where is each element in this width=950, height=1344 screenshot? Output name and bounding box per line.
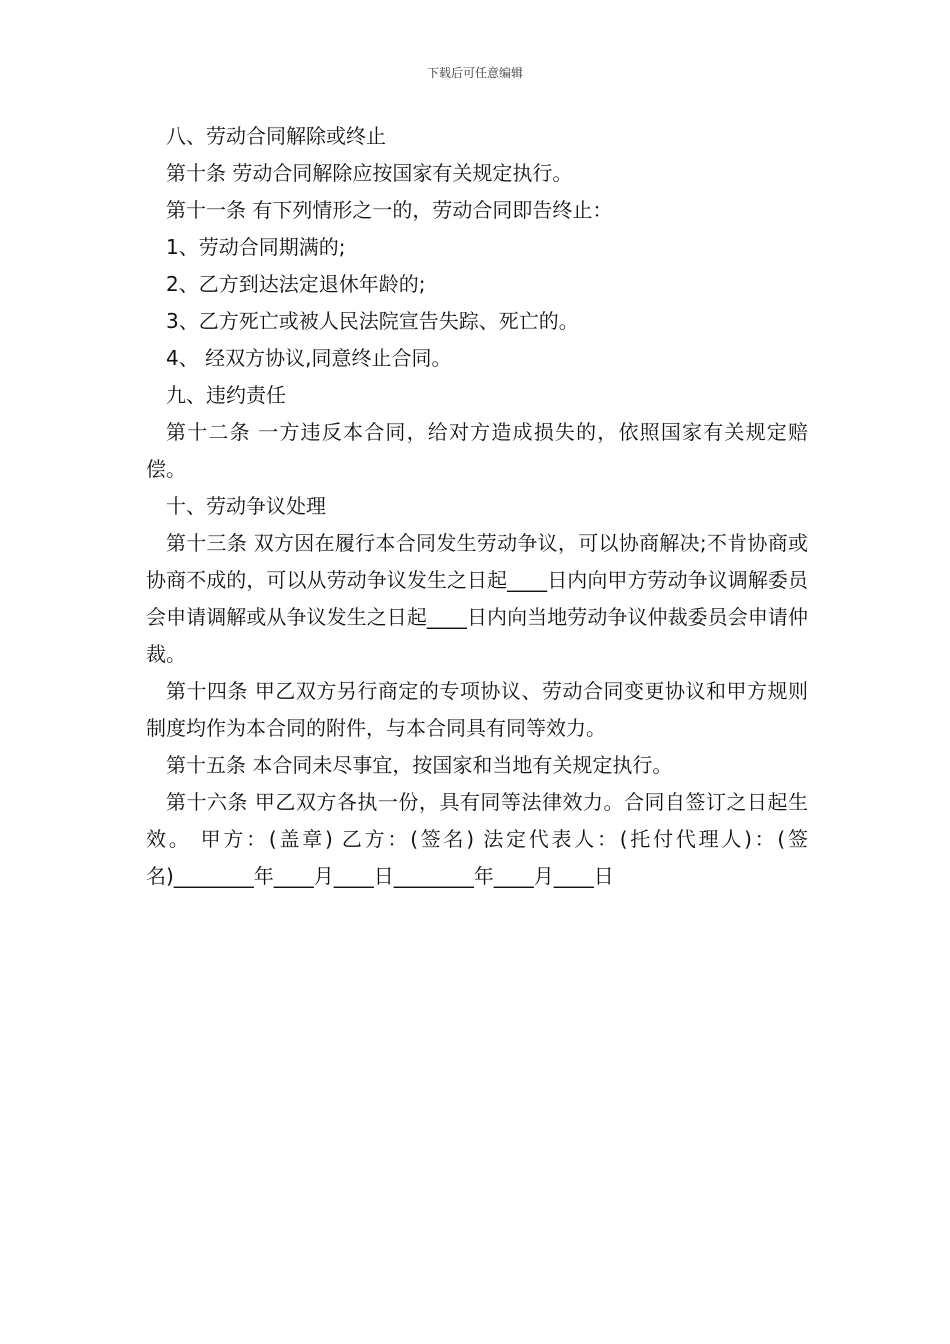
list-item-3: 3、乙方死亡或被人民法院宣告失踪、死亡的。 — [166, 309, 579, 333]
document-body — [146, 118, 808, 895]
page-header: 下载后可任意编辑 — [426, 66, 523, 80]
article-10: 第十条 劳动合同解除应按国家有关规定执行。 — [166, 161, 573, 185]
section-heading-termination: 八、劳动合同解除或终止 — [166, 124, 386, 148]
article-15: 第十五条 本合同未尽事宜，按国家和当地有关规定执行。 — [166, 753, 673, 777]
article-14: 第十四条 甲乙双方另行商定的专项协议、劳动合同变更协议和甲方规则制度均作为本合同的附件，与本合同具有同等效力。 — [146, 679, 808, 740]
article-13: 第十三条 双方因在履行本合同发生劳动争议，可以协商解决;不肯协商或协商不成的，可以从劳动争议发生之日起____日内向甲方劳动争议调解委员会申请调解或从争议发生之日起____日内向当地劳动争议仲裁委员会申请仲裁。 — [146, 531, 808, 666]
article-11: 第十一条 有下列情形之一的，劳动合同即告终止： — [166, 198, 613, 222]
list-item-4: 4、 经双方协议,同意终止合同。 — [166, 346, 452, 370]
section-heading-liability: 九、违约责任 — [166, 383, 286, 407]
article-12: 第十二条 一方违反本合同，给对方造成损失的，依照国家有关规定赔偿。 — [146, 420, 808, 481]
list-item-2: 2、乙方到达法定退休年龄的; — [166, 272, 426, 296]
article-16-signatures: 第十六条 甲乙双方各执一份，具有同等法律效力。合同自签订之日起生效。 甲方：(盖章) 乙方：(签名) 法定代表人：(托付代理人)：(签名)________年____月____日________年____月____日 — [146, 790, 808, 888]
section-heading-disputes: 十、劳动争议处理 — [166, 494, 326, 518]
list-item-1: 1、劳动合同期满的; — [166, 235, 346, 259]
